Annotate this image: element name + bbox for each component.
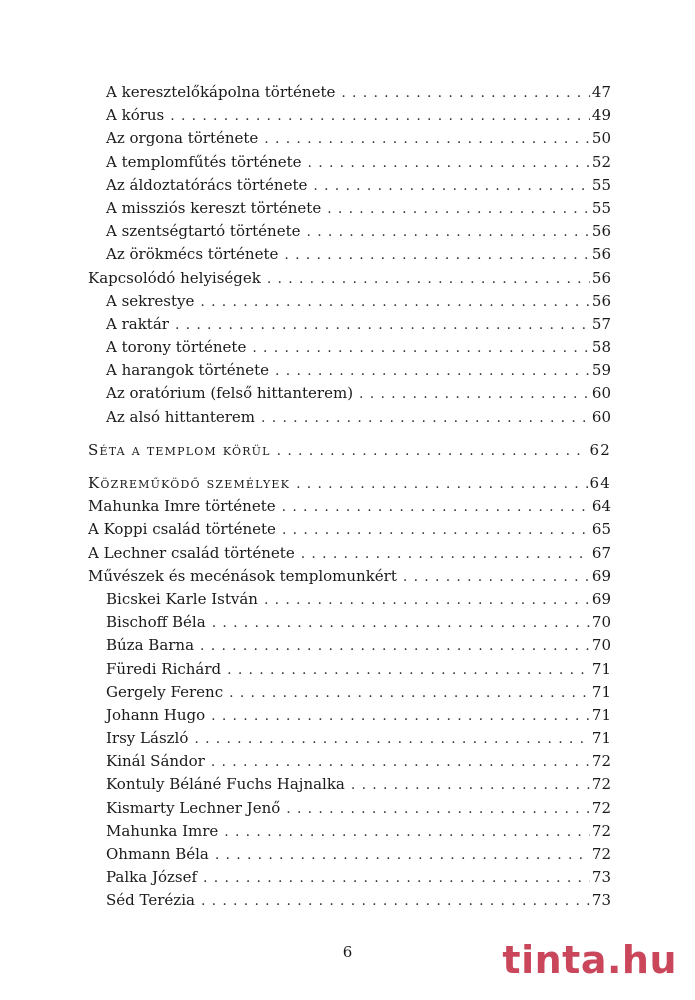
- section-gap: [88, 431, 611, 441]
- toc-entry-title: Kismarty Lechner Jenő: [106, 798, 281, 817]
- dot-leader: [203, 870, 590, 886]
- dot-leader: [284, 247, 590, 263]
- toc-entry-page: 49: [591, 106, 611, 125]
- toc-entry[interactable]: [88, 408, 611, 431]
- toc-entry[interactable]: [88, 129, 611, 152]
- toc-entry-page: 55: [591, 175, 611, 194]
- toc-entry-page: 73: [591, 891, 611, 910]
- dot-leader: [267, 271, 590, 287]
- toc-entry-title: Irsy László: [106, 729, 189, 748]
- toc-entry[interactable]: [88, 799, 611, 822]
- toc-entry-page: 56: [591, 291, 611, 310]
- toc-entry-title: A szentségtartó története: [106, 222, 301, 241]
- toc-entry[interactable]: [88, 822, 611, 845]
- toc-entry-page: 70: [591, 613, 611, 632]
- toc-entry[interactable]: [88, 292, 611, 315]
- toc-entry[interactable]: [88, 176, 611, 199]
- dot-leader: [224, 824, 590, 840]
- toc-entry-title: Az áldoztatórács története: [106, 175, 308, 194]
- toc-section-entry[interactable]: [88, 441, 611, 464]
- dot-leader: [252, 340, 590, 356]
- toc-entry-page: 72: [591, 752, 611, 771]
- toc-entry-title: Mahunka Imre története: [88, 497, 276, 516]
- toc-entry[interactable]: [88, 315, 611, 338]
- dot-leader: [215, 847, 590, 863]
- toc-entry-page: 72: [591, 845, 611, 863]
- table-of-contents: [88, 83, 611, 915]
- dot-leader: [296, 476, 587, 492]
- toc-entry-page: 52: [591, 152, 611, 171]
- toc-entry-title: Búza Barna: [106, 636, 195, 655]
- toc-entry-title: Bischoff Béla: [106, 613, 206, 632]
- toc-entry[interactable]: [88, 338, 611, 361]
- toc-entry[interactable]: [88, 497, 611, 520]
- toc-entry-title: A Lechner család története: [88, 543, 295, 562]
- dot-leader: [351, 777, 590, 793]
- toc-entry-title: Séta a templom körül: [88, 440, 271, 459]
- toc-entry-page: 56: [591, 245, 611, 264]
- dot-leader: [264, 131, 590, 147]
- section-gap: [88, 464, 611, 474]
- toc-entry[interactable]: [88, 683, 611, 706]
- dot-leader: [264, 592, 590, 608]
- toc-entry[interactable]: [88, 384, 611, 407]
- toc-entry-page: 67: [591, 543, 611, 562]
- toc-entry-page: 71: [591, 659, 611, 678]
- toc-entry[interactable]: [88, 868, 611, 891]
- dot-leader: [212, 615, 590, 631]
- toc-entry-page: 71: [591, 682, 611, 701]
- dot-leader: [201, 893, 590, 909]
- toc-entry-title: Kinál Sándor: [106, 752, 205, 771]
- toc-entry[interactable]: [88, 729, 611, 752]
- toc-section-entry[interactable]: [88, 474, 611, 497]
- toc-entry-title: Kapcsolódó helyiségek: [88, 268, 261, 287]
- dot-leader: [327, 201, 590, 217]
- dot-leader: [277, 443, 588, 459]
- toc-entry-title: A keresztelőkápolna története: [106, 83, 336, 101]
- toc-entry-title: Ohmann Béla: [106, 845, 209, 863]
- toc-entry-title: Az oratórium (felső hittanterem): [106, 384, 354, 403]
- dot-leader: [211, 754, 590, 770]
- dot-leader: [170, 108, 590, 124]
- toc-entry[interactable]: [88, 245, 611, 268]
- toc-entry-page: 58: [591, 338, 611, 357]
- toc-entry[interactable]: [88, 153, 611, 176]
- toc-entry-page: 71: [591, 729, 611, 748]
- toc-entry-title: A kórus: [106, 106, 165, 125]
- toc-entry-title: Az örökmécs története: [106, 245, 279, 264]
- toc-entry[interactable]: [88, 590, 611, 613]
- dot-leader: [341, 85, 590, 101]
- toc-entry-page: 72: [591, 775, 611, 794]
- toc-entry-title: Séd Terézia: [106, 891, 195, 910]
- dot-leader: [359, 386, 590, 402]
- toc-entry-title: A templomfűtés története: [106, 152, 302, 171]
- toc-entry[interactable]: [88, 567, 611, 590]
- toc-entry-title: Palka József: [106, 868, 198, 887]
- toc-entry-page: 56: [591, 268, 611, 287]
- toc-entry-title: A sekrestye: [106, 291, 195, 310]
- toc-entry[interactable]: [88, 199, 611, 222]
- dot-leader: [194, 731, 590, 747]
- dot-leader: [261, 410, 590, 426]
- dot-leader: [282, 522, 590, 538]
- toc-entry-title: Az orgona története: [106, 129, 259, 148]
- toc-entry-title: Johann Hugo: [106, 705, 206, 724]
- toc-entry-title: Mahunka Imre: [106, 821, 219, 840]
- toc-entry[interactable]: [88, 660, 611, 683]
- toc-entry-title: A missziós kereszt története: [106, 198, 322, 217]
- toc-entry[interactable]: [88, 706, 611, 729]
- toc-entry-page: 64: [591, 497, 611, 516]
- toc-entry-page: 55: [591, 198, 611, 217]
- dot-leader: [307, 224, 590, 240]
- toc-entry[interactable]: [88, 222, 611, 245]
- toc-entry-page: 70: [591, 636, 611, 655]
- toc-entry-page: 73: [591, 868, 611, 887]
- toc-entry-page: 65: [591, 520, 611, 539]
- toc-entry-page: 69: [591, 589, 611, 608]
- toc-entry[interactable]: [88, 636, 611, 659]
- dot-leader: [175, 317, 590, 333]
- toc-entry-page: 47: [591, 83, 611, 101]
- toc-entry[interactable]: [88, 891, 611, 914]
- dot-leader: [229, 685, 590, 701]
- dot-leader: [227, 662, 590, 678]
- toc-entry-title: Közreműködő személyek: [88, 474, 291, 492]
- toc-entry[interactable]: [88, 544, 611, 567]
- toc-entry-title: Az alsó hittanterem: [106, 407, 256, 426]
- toc-entry[interactable]: [88, 775, 611, 798]
- toc-entry-page: 60: [591, 407, 611, 426]
- toc-entry-title: A Koppi család története: [88, 520, 276, 539]
- toc-entry-page: 72: [591, 798, 611, 817]
- toc-entry[interactable]: [88, 106, 611, 129]
- toc-entry-page: 62: [589, 440, 611, 459]
- toc-entry[interactable]: [88, 752, 611, 775]
- toc-entry[interactable]: [88, 83, 611, 106]
- toc-entry-page: 64: [589, 474, 611, 492]
- dot-leader: [313, 178, 590, 194]
- toc-entry-title: Kontuly Béláné Fuchs Hajnalka: [106, 775, 345, 794]
- dot-leader: [308, 155, 590, 171]
- dot-leader: [275, 363, 590, 379]
- dot-leader: [211, 708, 590, 724]
- watermark-logo: tinta.hu: [502, 938, 677, 982]
- dot-leader: [282, 499, 590, 515]
- dot-leader: [200, 294, 590, 310]
- toc-entry-title: Füredi Richárd: [106, 659, 222, 678]
- toc-entry[interactable]: [88, 520, 611, 543]
- toc-entry-page: 57: [591, 314, 611, 333]
- toc-entry-page: 59: [591, 361, 611, 380]
- dot-leader: [301, 546, 590, 562]
- page-number: 6: [342, 943, 353, 961]
- toc-entry-title: Művészek és mecénások templomunkért: [88, 566, 397, 585]
- toc-entry-page: 60: [591, 384, 611, 403]
- dot-leader: [200, 638, 590, 654]
- toc-entry[interactable]: [88, 269, 611, 292]
- toc-entry-page: 71: [591, 705, 611, 724]
- toc-entry-title: A harangok története: [106, 361, 270, 380]
- toc-entry-page: 50: [591, 129, 611, 148]
- toc-entry[interactable]: [88, 845, 611, 868]
- toc-entry-title: A raktár: [106, 314, 169, 333]
- toc-entry[interactable]: [88, 613, 611, 636]
- toc-entry-page: 72: [591, 821, 611, 840]
- dot-leader: [286, 801, 590, 817]
- toc-entry-title: Bicskei Karle István: [106, 589, 258, 608]
- dot-leader: [403, 569, 590, 585]
- toc-entry[interactable]: [88, 361, 611, 384]
- toc-entry-title: A torony története: [106, 338, 247, 357]
- toc-entry-title: Gergely Ferenc: [106, 682, 224, 701]
- toc-entry-page: 56: [591, 222, 611, 241]
- toc-entry-page: 69: [591, 566, 611, 585]
